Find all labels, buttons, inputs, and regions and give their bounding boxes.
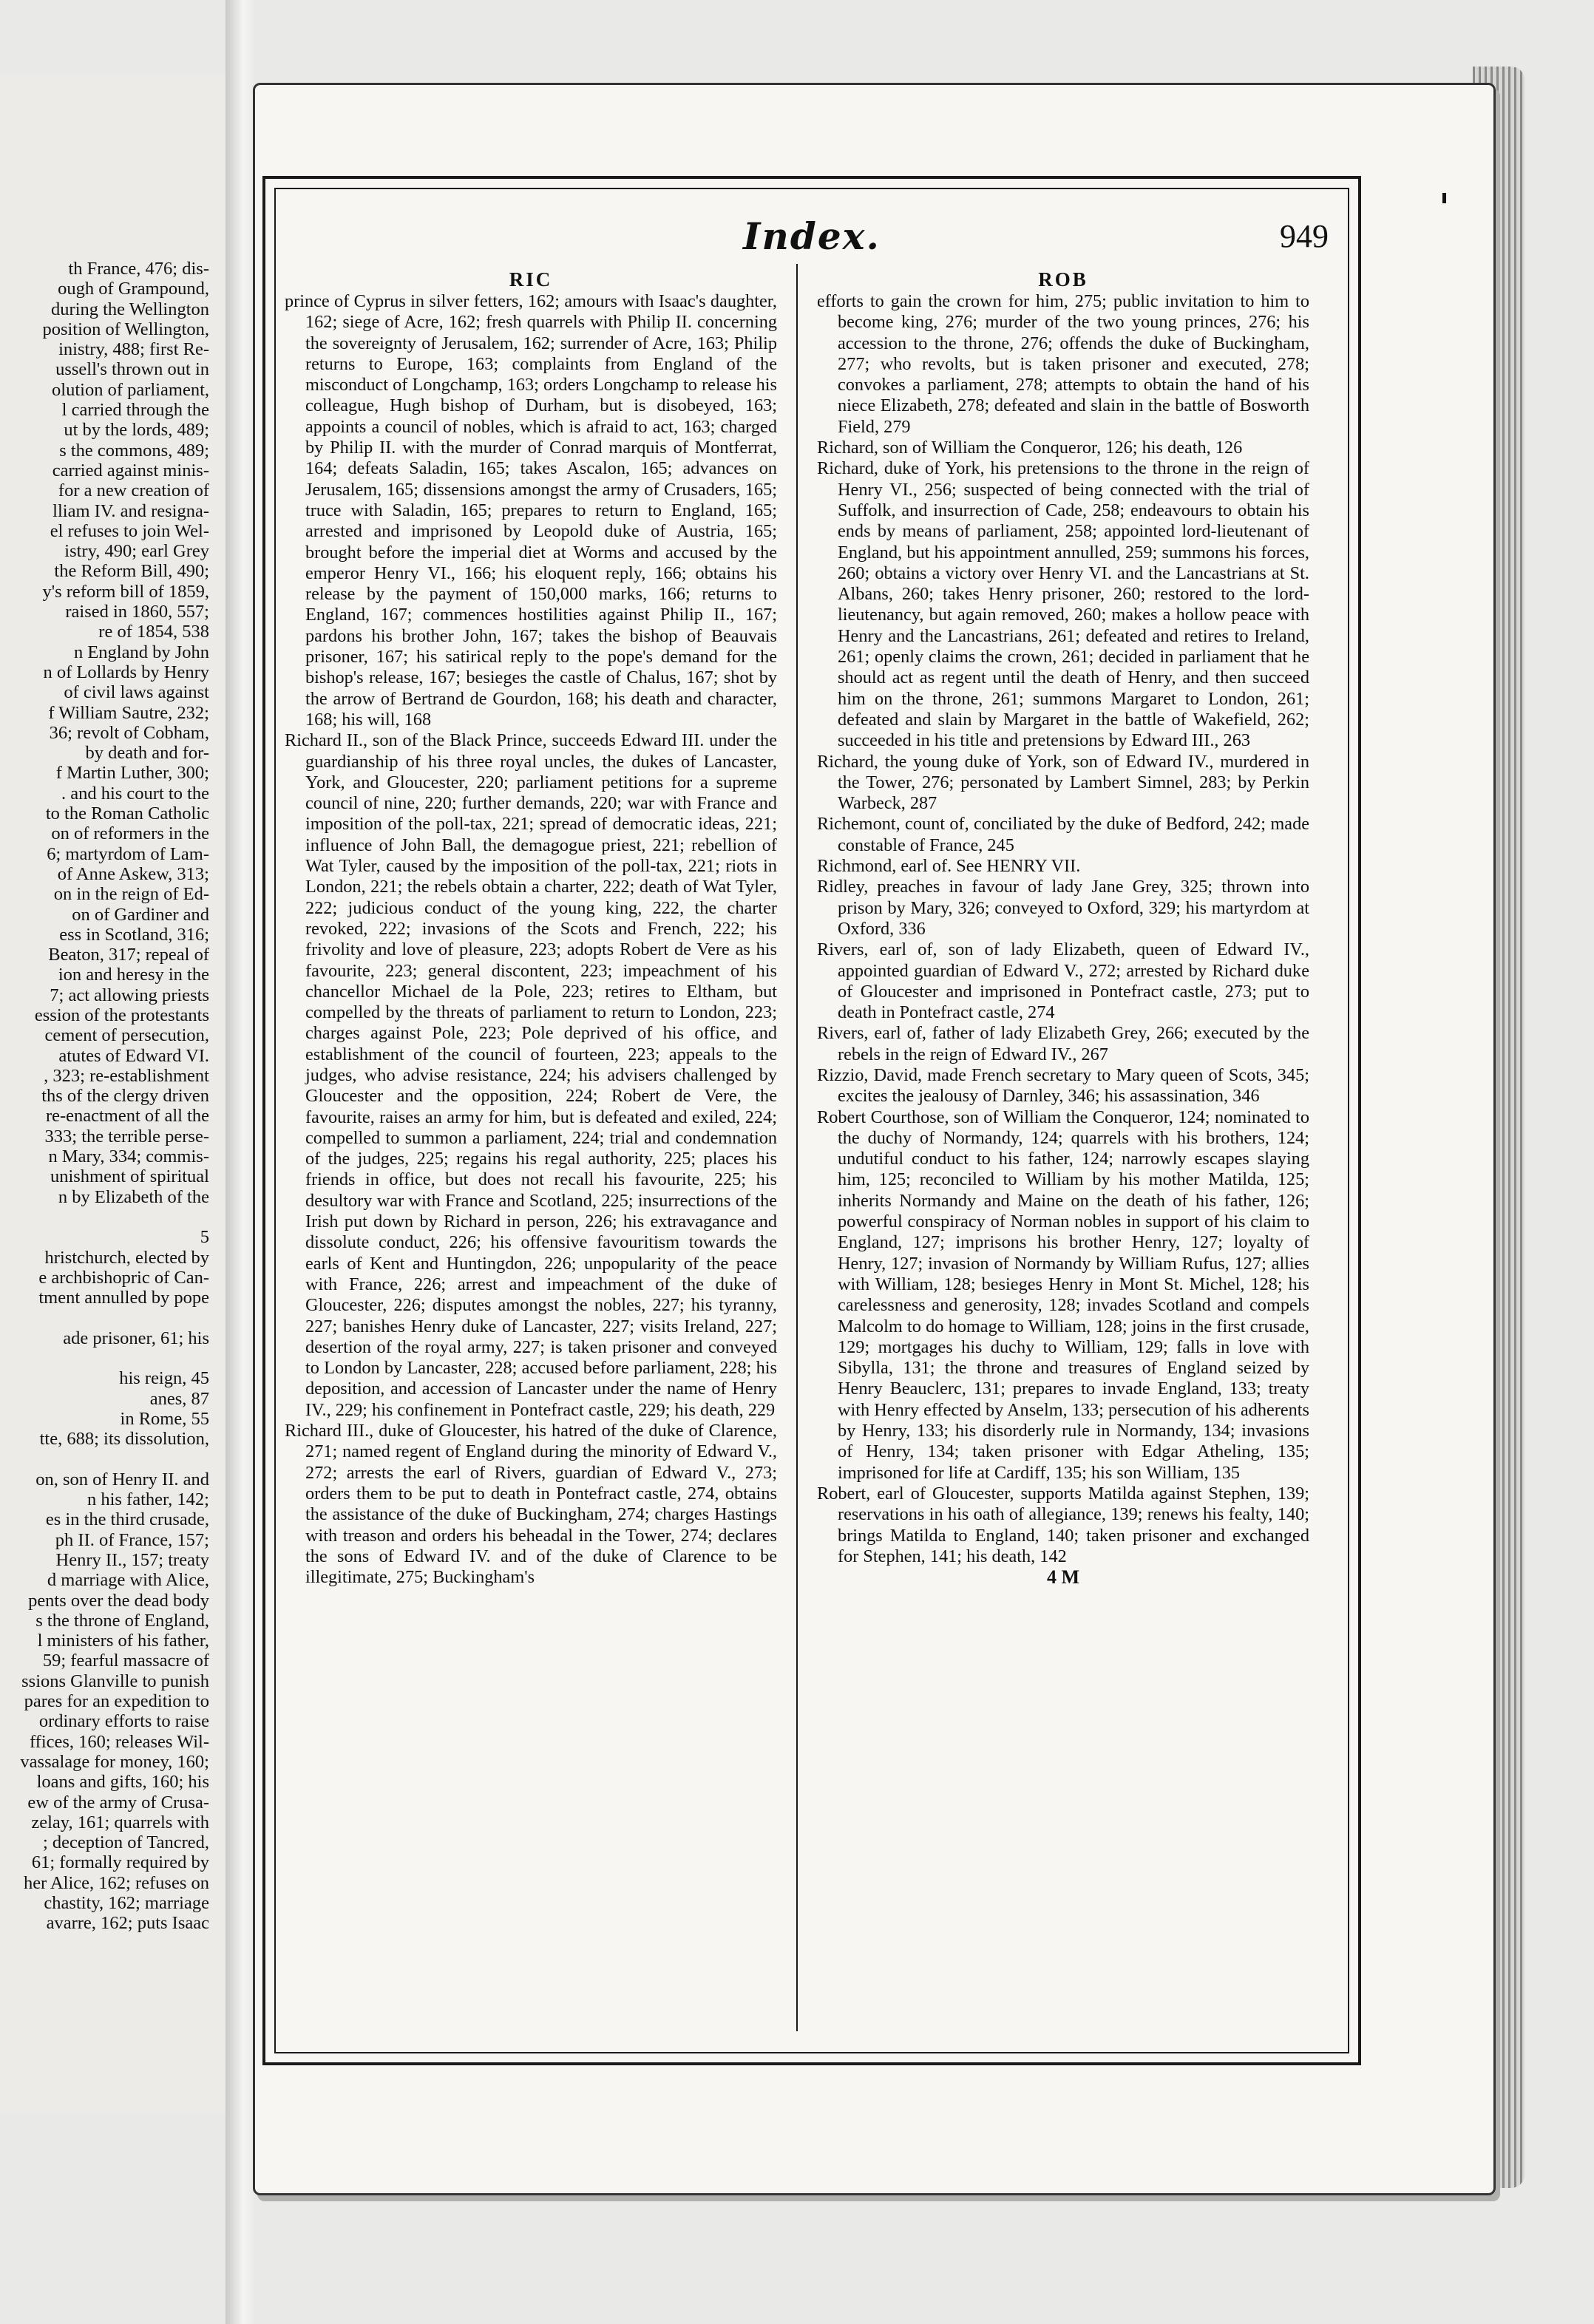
previous-page-line: l ministers of his father, <box>37 1631 209 1651</box>
previous-page-line: of civil laws against <box>64 682 209 703</box>
previous-page-line: his reign, 45 <box>119 1368 209 1389</box>
previous-page-line: loans and gifts, 160; his <box>36 1772 209 1793</box>
previous-page-line: of Anne Askew, 313; <box>57 863 209 884</box>
previous-page-line: n by Elizabeth of the <box>58 1186 209 1207</box>
book-spine <box>225 0 255 2324</box>
index-entry: Robert Courthose, son of William the Conqueror, 124; nominated to the duchy of Normandy, 124; quarrels with his brothers, 124; undutiful conduct to his father, 124; narrowly escapes slaying him, 125; reconciled to William by his mother Matilda, 125; inherits Normandy and Maine on the death of his father, 126; powerful conspiracy of Norman nobles in support of his claim to England, 127; imprisons his brother Henry, 127; loyalty of Henry, 127; invasion of Normandy by William Rufus, 127; allies with William, 128; besieges Henry in Mont St. Michel, 128; his carelessness and generosity, 128; invades Scotland and compels Malcolm to do homage to William, 128; joins in the first crusade, 129; mortgages his duchy to William, 129; falls in love with Sibylla, 131; the throne and treasures of England seized by Henry Beauclerc, 131; prepares to invade England, 133; treaty with Henry effected by Anselm, 133; persecution of his adherents by Henry, 133; his disorderly rule in Normandy, 134; invasions of Henry, 134; taken prisoner with Edgar Atheling, 135; imprisoned for life at Cardiff, 135; his son William, 135 <box>817 1107 1309 1483</box>
page-frame <box>262 176 1361 2065</box>
previous-page-line: f Martin Luther, 300; <box>55 763 209 784</box>
previous-page-line: inistry, 488; first Re- <box>58 339 209 360</box>
previous-page-line: 7; act allowing priests <box>50 985 209 1005</box>
previous-page-line: Henry II., 157; treaty <box>55 1550 209 1570</box>
previous-page-line: chastity, 162; marriage <box>44 1893 209 1914</box>
previous-page-line: y's reform bill of 1859, <box>42 581 209 602</box>
column-heading: ROB <box>1038 268 1088 290</box>
previous-page-line: for a new creation of <box>58 480 209 501</box>
index-entry: Robert, earl of Gloucester, supports Matilda against Stephen, 139; reservations in his oath of allegiance, 139; renews his fealty, 140; brings Matilda to England, 140; taken prisoner and exchanged for Stephen, 141; his death, 142 <box>817 1483 1309 1566</box>
index-column-left <box>285 268 777 1588</box>
previous-page-line: ffices, 160; releases Wil- <box>29 1731 209 1752</box>
previous-page-line: re of 1854, 538 <box>98 622 209 642</box>
previous-page-line: lliam IV. and resigna- <box>52 500 209 521</box>
signature-mark: 4 M <box>1046 1566 1080 1589</box>
previous-page-line: ; deception of Tancred, <box>42 1832 209 1853</box>
previous-page-line: 333; the terrible perse- <box>44 1126 209 1146</box>
previous-page-line: ession of the protestants <box>34 1005 209 1025</box>
previous-page-line: ut by the lords, 489; <box>64 420 209 441</box>
column-divider <box>796 264 798 2031</box>
previous-page-line: d marriage with Alice, <box>47 1570 209 1591</box>
column-heading: RIC <box>509 268 553 290</box>
previous-page-line: on of Gardiner and <box>72 904 209 925</box>
previous-page-line: position of Wellington, <box>42 319 209 339</box>
previous-page-line: on of reformers in the <box>51 823 209 844</box>
index-entry: Richard III., duke of Gloucester, his hatred of the duke of Clarence, 271; named regent of England during the minority of Edward V., 272; arrests the earl of Rivers, guardian of Edward V., 273; orders them to be put to death in Pontefract castle, 274, obtains the assistance of the duke of Buckingham, 274; charges Hastings with treason and orders his beheadal in the Tower, 274; declares the sons of Edward IV. and of the duke of Clarence to be illegitimate, 275; Buckingham's <box>285 1421 777 1588</box>
previous-page-line: on in the reign of Ed- <box>53 884 209 905</box>
previous-page-line: n of Lollards by Henry <box>43 662 209 682</box>
index-entry: Richard, the young duke of York, son of Edward IV., murdered in the Tower, 276; personated by Lambert Simnel, 283; by Perkin Warbeck, 287 <box>817 751 1309 814</box>
previous-page-fragment <box>0 74 228 2114</box>
page-number: 949 <box>1280 218 1329 254</box>
previous-page-line: s the commons, 489; <box>59 440 209 461</box>
previous-page-text <box>0 259 209 1934</box>
previous-page-line: s the throne of England, <box>35 1610 209 1631</box>
print-mark <box>1442 193 1446 203</box>
previous-page-line: raised in 1860, 557; <box>65 602 209 622</box>
previous-page-line: avarre, 162; puts Isaac <box>46 1913 209 1934</box>
index-entry: Richard II., son of the Black Prince, succeeds Edward III. under the guardianship of his three royal uncles, the dukes of Lancaster, York, and Gloucester, 220; parliament petitions for a supreme council of nine, 220; further demands, 220; war with France and imposition of the poll-tax, 221; spread of democratic ideas, 221; influence of John Ball, the demagogue priest, 221; rebellion of Wat Tyler, caused by the imposition of the poll-tax, 221; riots in London, 221; the rebels obtain a charter, 222; death of Wat Tyler, 222; judicious conduct of the young king, 222, the charter revoked, 222; invasions of the Scots and French, 222; his frivolity and love of pleasure, 223; adopts Robert de Vere as his favourite, 223; general discontent, 223; impeachment of his chancellor Michael de la Pole, 223; retires to Eltham, but compelled by the threats of parliament to return to London, 223; charges against Pole, 223; Pole deprived of his office, and establishment of the council of fourteen, 223; appeals to the judges, who advise resistance, 224; his advisers challenged by Gloucester and the opposition, 224; Robert de Vere, the favourite, raises an army for him, but is defeated and exiled, 224; compelled to summon a parliament, 224; trial and condemnation of the judges, 225; regains his regal authority, 225; places his friends in office, but does not recall his favourite, 225; his desultory war with France and Scotland, 225; insurrections of the Irish put down by Richard in person, 226; his extravagance and dissolute conduct, 226; his offensive favouritism towards the earls of Kent and Huntingdon, 226; unpopularity of the peace with France, 226; arrest and impeachment of the duke of Gloucester, 226; disputes amongst the nobles, 227; his tyranny, 227; banishes Henry duke of Lancaster, 227; visits Ireland, 227; desertion of the royal army, 227; is taken prisoner and conveyed to London by Lancaster, 228; accused before parliament, 228; his deposition, and accession of Lancaster under the name of Henry IV., 229; his confinement in Pontefract castle, 229; his death, 229 <box>285 730 777 1420</box>
previous-page-line: el refuses to join Wel- <box>50 520 209 541</box>
previous-page-line: ths of the clergy driven <box>41 1086 209 1107</box>
previous-page-line: to the Roman Catholic <box>45 803 209 824</box>
previous-page-line: ph II. of France, 157; <box>55 1529 209 1550</box>
previous-page-line: th France, 476; dis- <box>68 259 209 279</box>
previous-page-line: ussell's thrown out in <box>55 359 209 380</box>
previous-page-line <box>0 1450 209 1470</box>
previous-page-line: e archbishopric of Can- <box>38 1267 209 1288</box>
previous-page-line: carried against minis- <box>52 460 209 480</box>
previous-page-line: ess in Scotland, 316; <box>59 924 209 945</box>
index-entry: Rivers, earl of, father of lady Elizabeth Grey, 266; executed by the rebels in the reign of Edward IV., 267 <box>817 1023 1309 1064</box>
previous-page-line: istry, 490; earl Grey <box>64 541 209 562</box>
previous-page-line: the Reform Bill, 490; <box>54 561 209 582</box>
previous-page-line: Beaton, 317; repeal of <box>48 945 209 965</box>
index-entry: Richemont, count of, conciliated by the duke of Bedford, 242; made constable of France, 245 <box>817 814 1309 855</box>
previous-page-line <box>0 1308 209 1328</box>
index-entry: prince of Cyprus in silver fetters, 162; amours with Isaac's daughter, 162; siege of Acre, 162; fresh quarrels with Philip II. concerning the sovereignty of Jerusalem, 162; surrender of Acre, 163; Philip returns to Europe, 163; complaints from England of the misconduct of Longchamp, 163; orders Longchamp to release his colleague, Hugh bishop of Durham, but is disobeyed, 163; appoints a council of nobles, which is afraid to act, 163; charged by Philip II. with the murder of Conrad marquis of Montferrat, 164; defeats Saladin, 165; takes Ascalon, 165; advances on Jerusalem, 165; dissensions amongst the army of Crusaders, 165; truce with Saladin, 165; prepares to return to England, 165; arrested and imprisoned by Leopold duke of Austria, 165; brought before the imperial diet at Worms and accused by the emperor Henry VI., 166; his eloquent reply, 166; obtains his release by the payment of 150,000 marks, 166; returns to England, 167; commences hostilities against Philip II., 167; pardons his brother John, 167; takes the bishop of Beauvais prisoner, 167; his satirical reply to the pope's demand for the bishop's release, 167; besieges the castle of Chalus, 167; shot by the arrow of Bertrand de Gourdon, 168; his death and character, 168; his will, 168 <box>285 291 777 730</box>
previous-page-line: pares for an expedition to <box>24 1691 209 1712</box>
previous-page-line: ordinary efforts to raise <box>38 1711 209 1732</box>
previous-page-line: atutes of Edward VI. <box>58 1045 209 1066</box>
previous-page-line: vassalage for money, 160; <box>20 1751 209 1772</box>
previous-page-line: , 323; re-establishment <box>44 1065 209 1086</box>
previous-page-line: n Mary, 334; commis- <box>48 1146 209 1167</box>
page-title: Index. <box>743 214 881 258</box>
previous-page-line: . and his court to the <box>61 783 209 803</box>
previous-page-line: tte, 688; its dissolution, <box>39 1429 209 1450</box>
previous-page-line: ion and heresy in the <box>58 965 209 985</box>
previous-page-line: n England by John <box>73 642 209 662</box>
previous-page-line: on, son of Henry II. and <box>35 1469 209 1489</box>
index-entry: efforts to gain the crown for him, 275; public invitation to him to become king, 276; murder of the two young princes, 276; his accession to the throne, 276; offends the duke of Buckingham, 277; who revolts, but is taken prisoner and executed, 278; convokes a parliament, 278; attempts to obtain the hand of his niece Elizabeth, 278; defeated and slain in the battle of Bosworth Field, 279 <box>817 291 1309 437</box>
previous-page-line: during the Wellington <box>51 299 209 319</box>
previous-page-line: 6; martyrdom of Lam- <box>47 843 209 864</box>
previous-page-line: unishment of spiritual <box>50 1166 209 1187</box>
previous-page-line: 61; formally required by <box>31 1852 209 1873</box>
previous-page-line: f William Sautre, 232; <box>48 702 209 723</box>
index-page <box>253 83 1496 2195</box>
previous-page-line: n his father, 142; <box>87 1489 209 1510</box>
index-entry: Rivers, earl of, son of lady Elizabeth, queen of Edward IV., appointed guardian of Edward V., 272; arrested by Richard duke of Gloucester and imprisoned in Pontefract castle, 273; put to death in Pontefract castle, 274 <box>817 940 1309 1023</box>
index-entry: Rizzio, David, made French secretary to Mary queen of Scots, 345; excites the jealousy of Darnley, 346; his assassination, 346 <box>817 1064 1309 1107</box>
previous-page-line <box>0 1207 209 1227</box>
previous-page-line: anes, 87 <box>149 1388 209 1409</box>
index-entry: Richmond, earl of. See HENRY VII. <box>817 856 1081 877</box>
previous-page-line: zelay, 161; quarrels with <box>31 1812 209 1832</box>
previous-page-line: cement of persecution, <box>44 1025 209 1046</box>
previous-page-line <box>0 1348 209 1368</box>
previous-page-line: l carried through the <box>61 400 209 421</box>
index-entry: Ridley, preaches in favour of lady Jane Grey, 325; thrown into prison by Mary, 326; conveyed to Oxford, 329; his martyrdom at Oxford, 336 <box>817 877 1309 939</box>
previous-page-line: ssions Glanville to punish <box>21 1671 209 1691</box>
page-header <box>265 214 1358 266</box>
previous-page-line: 36; revolt of Cobham, <box>49 722 209 743</box>
previous-page-line: her Alice, 162; refuses on <box>23 1872 209 1893</box>
previous-page-line: 5 <box>200 1227 209 1248</box>
index-entry: Richard, son of William the Conqueror, 126; his death, 126 <box>817 438 1243 458</box>
previous-page-line: ade prisoner, 61; his <box>63 1328 209 1348</box>
previous-page-line: olution of parliament, <box>52 379 209 400</box>
previous-page-line: ough of Grampound, <box>58 279 209 299</box>
previous-page-line: by death and for- <box>85 743 209 764</box>
previous-page-line: es in the third crusade, <box>45 1509 209 1530</box>
previous-page-line: pents over the dead body <box>28 1590 209 1611</box>
index-column-right <box>817 268 1309 1588</box>
previous-page-line: 59; fearful massacre of <box>42 1651 209 1671</box>
previous-page-line: tment annulled by pope <box>38 1288 209 1308</box>
previous-page-line: re-enactment of all the <box>45 1106 209 1127</box>
previous-page-line: hristchurch, elected by <box>44 1247 209 1268</box>
previous-page-line: ew of the army of Crusa- <box>27 1792 209 1812</box>
index-entry: Richard, duke of York, his pretensions to the throne in the reign of Henry VI., 256; suspected of being connected with the trial of Suffolk, and insurrection of Cade, 258; endeavours to obtain his ends by means of parliament, 258; appointed lord-lieutenant of England, but his appointment annulled, 259; summons his forces, 260; obtains a victory over Henry VI. and the Lancastrians at St. Albans, 260; takes Henry prisoner, 260; restored to the lord-lieutenancy, but again removed, 260; makes a hollow peace with Henry and the Lancastrians, 261; defeated and retires to Ireland, 261; openly claims the crown, 261; decided in parliament that he should act as regent until the death of Henry, and then succeed him on the throne, 261; summons Margaret to London, 261; defeated and slain by Margaret in the battle of Wakefield, 262; succeeded in his title and pretensions by Edward III., 263 <box>817 458 1309 751</box>
previous-page-line: in Rome, 55 <box>120 1408 209 1429</box>
